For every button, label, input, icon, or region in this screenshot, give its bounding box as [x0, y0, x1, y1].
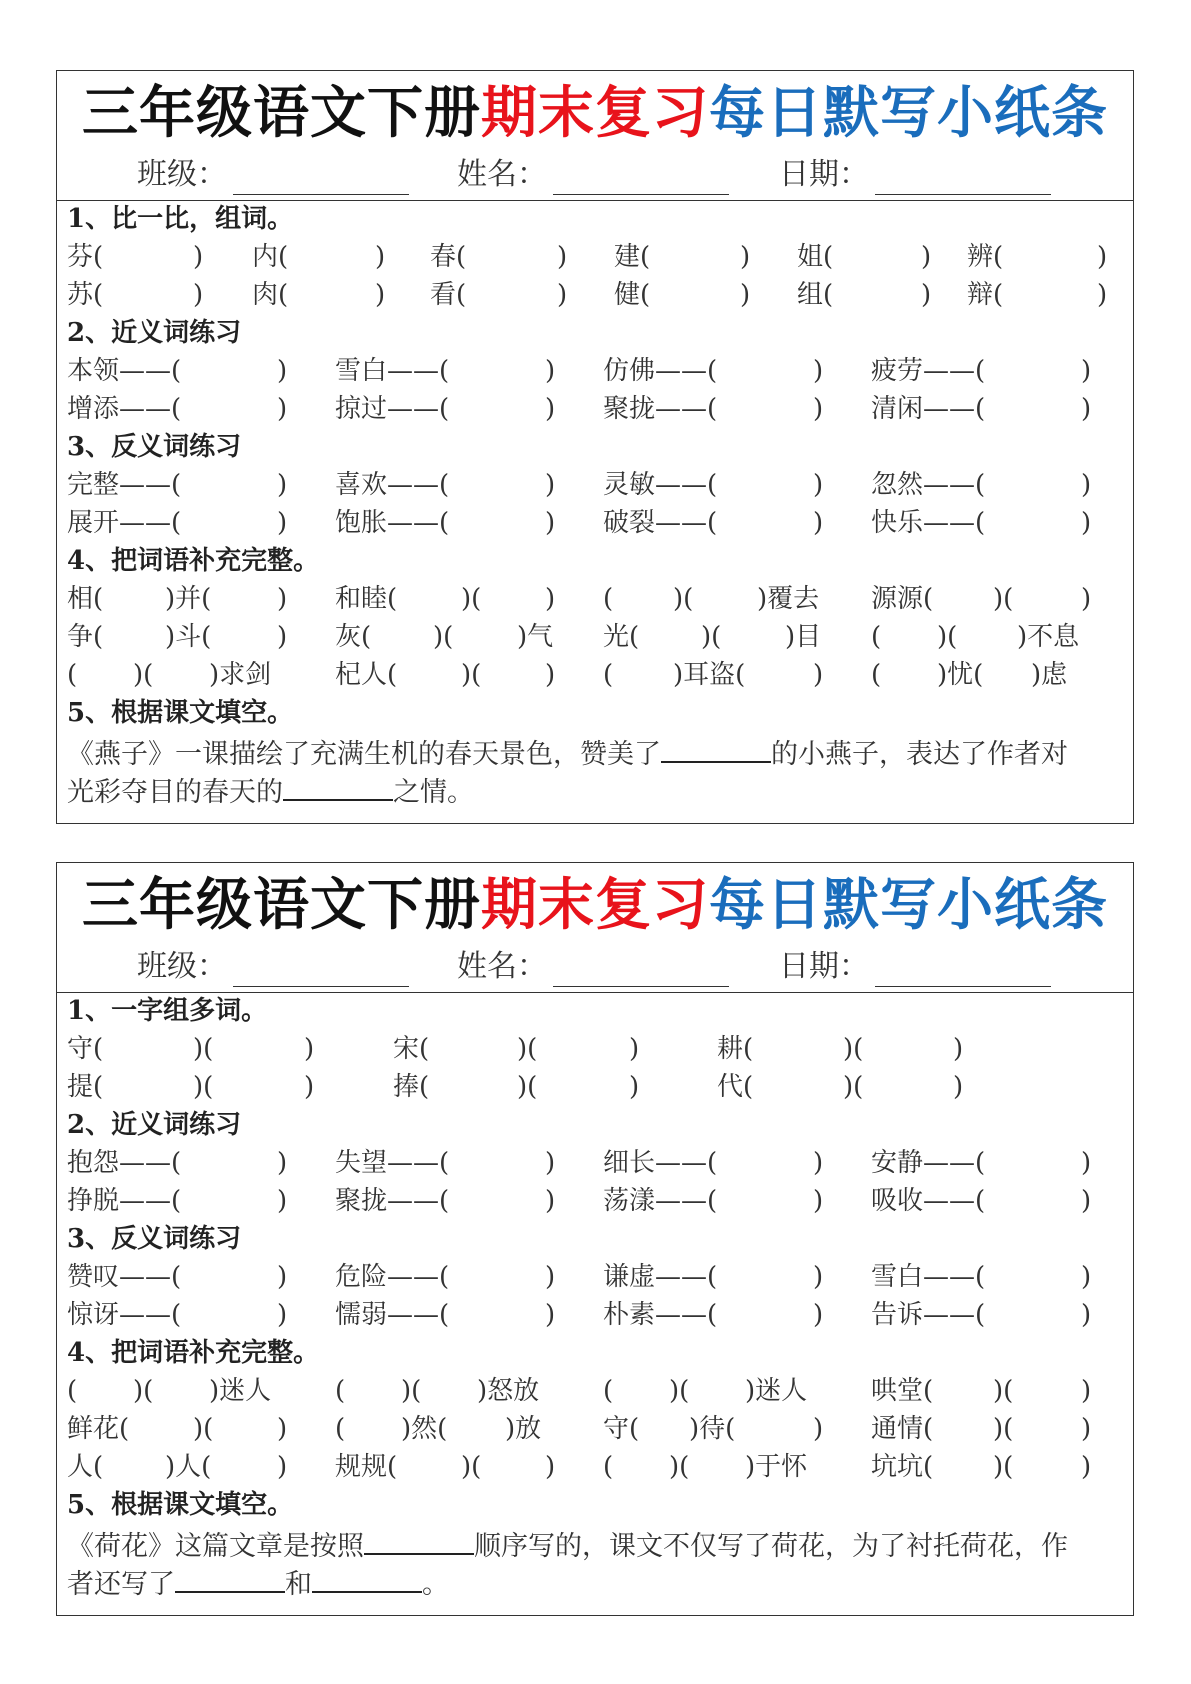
exercise-item: )耳盗(	[673, 660, 746, 690]
title-part-black: 三年级语文下册	[82, 873, 481, 938]
exercise-item: )	[277, 622, 288, 652]
exercise-item: 源源(	[871, 584, 934, 614]
exercise-item: )	[545, 660, 556, 690]
exercise-item: (	[603, 660, 614, 690]
section-heading: 2、近义词练习	[67, 318, 242, 348]
exercise-item: )	[813, 508, 824, 538]
exercise-item: (	[67, 660, 78, 690]
exercise-item: 坑坑(	[871, 1452, 934, 1482]
exercise-item: )	[921, 280, 932, 310]
exercise-item: 通情(	[871, 1414, 934, 1444]
exercise-item: (	[67, 1376, 78, 1406]
exercise-item: )(	[517, 1034, 538, 1064]
exercise-item: 告诉——(	[871, 1300, 986, 1330]
exercise-item: 芬(	[67, 242, 104, 272]
exercise-item: )忧(	[937, 660, 984, 690]
exercise-item: )	[545, 356, 556, 386]
section-heading: 4、把词语补充完整。	[67, 1338, 320, 1368]
exercise-item: 提(	[67, 1072, 104, 1102]
exercise-item: 肉(	[252, 280, 289, 310]
exercise-item: )并(	[165, 584, 212, 614]
exercise-item: )	[545, 1262, 556, 1292]
exercise-item: 健(	[614, 280, 651, 310]
name-field[interactable]	[457, 155, 729, 195]
exercise-item: )	[1081, 1376, 1092, 1406]
exercise-item: )	[1097, 280, 1108, 310]
exercise-item: )待(	[689, 1414, 736, 1444]
exercise-item: )	[1081, 1300, 1092, 1330]
exercise-item: )(	[461, 660, 482, 690]
exercise-item: 人(	[67, 1452, 104, 1482]
exercise-item: 危险——(	[335, 1262, 450, 1292]
exercise-item: )目	[785, 622, 822, 652]
exercise-item: (	[603, 1376, 614, 1406]
exercise-item: 光(	[603, 622, 640, 652]
exercise-item: 雪白——(	[335, 356, 450, 386]
class-label: 班级：	[137, 949, 227, 984]
exercise-item: )(	[193, 1414, 214, 1444]
exercise-item: 聚拢——(	[603, 394, 718, 424]
section-heading: 1、一字组多词。	[67, 996, 268, 1026]
name-field[interactable]	[457, 947, 729, 987]
exercise-item: )	[304, 1072, 315, 1102]
exercise-item: )	[1097, 242, 1108, 272]
answer-blank[interactable]	[312, 1563, 422, 1593]
exercise-item: )求剑	[209, 660, 272, 690]
date-blank[interactable]	[875, 164, 1051, 195]
section-heading: 5、根据课文填空。	[67, 698, 294, 728]
card-header	[57, 71, 1133, 201]
section-heading: 5、根据课文填空。	[67, 1490, 294, 1520]
exercise-item: 杞人(	[335, 660, 398, 690]
exercise-item: 宋(	[393, 1034, 430, 1064]
title-part-red: 期末复习	[481, 81, 709, 146]
exercise-item: 代(	[717, 1072, 754, 1102]
exercise-item: 忽然——(	[871, 470, 986, 500]
exercise-item: 姐(	[797, 242, 834, 272]
exercise-item: 疲劳——(	[871, 356, 986, 386]
exercise-item: )	[1081, 470, 1092, 500]
exercise-item: )(	[993, 1376, 1014, 1406]
exercise-item: 挣脱——(	[67, 1186, 182, 1216]
exercise-item: )	[545, 394, 556, 424]
exercise-item: 安静——(	[871, 1148, 986, 1178]
paragraph-text: 《燕子》一课描绘了充满生机的春天景色，赞美了	[67, 739, 661, 770]
exercise-item: )	[629, 1034, 640, 1064]
exercise-item: 荡漾——(	[603, 1186, 718, 1216]
exercise-item: )(	[133, 660, 154, 690]
exercise-item: )	[375, 280, 386, 310]
exercise-item: )	[953, 1072, 964, 1102]
exercise-item: )	[545, 1300, 556, 1330]
exercise-item: 捧(	[393, 1072, 430, 1102]
title-part-blue: 每日默写小纸条	[709, 873, 1108, 938]
card-header	[57, 863, 1133, 993]
exercise-item: )	[277, 508, 288, 538]
exercise-item: )	[193, 280, 204, 310]
exercise-item: 完整——(	[67, 470, 182, 500]
exercise-item: )	[1081, 1186, 1092, 1216]
class-blank[interactable]	[233, 956, 409, 987]
exercise-item: )	[545, 584, 556, 614]
paragraph-text: 《荷花》这篇文章是按照	[67, 1531, 364, 1562]
exercise-item: )	[1081, 1414, 1092, 1444]
exercise-item: )(	[133, 1376, 154, 1406]
exercise-item: )	[813, 470, 824, 500]
exercise-item: 朴素——(	[603, 1300, 718, 1330]
exercise-item: 守(	[67, 1034, 104, 1064]
exercise-item: )迷人	[745, 1376, 808, 1406]
exercise-item: )人(	[165, 1452, 212, 1482]
exercise-item: )(	[433, 622, 454, 652]
exercise-item: 聚拢——(	[335, 1186, 450, 1216]
date-blank[interactable]	[875, 956, 1051, 987]
exercise-item: )	[1081, 508, 1092, 538]
exercise-item: 雪白——(	[871, 1262, 986, 1292]
exercise-item: )	[557, 280, 568, 310]
section-heading: 2、近义词练习	[67, 1110, 242, 1140]
section-heading: 1、比一比，组词。	[67, 204, 294, 234]
card-title	[57, 81, 1133, 147]
exercise-item: )	[277, 394, 288, 424]
exercise-item: )	[629, 1072, 640, 1102]
section-heading: 3、反义词练习	[67, 432, 242, 462]
exercise-item: )(	[993, 1452, 1014, 1482]
exercise-item: )(	[669, 1376, 690, 1406]
exercise-item: 建(	[614, 242, 651, 272]
exercise-item: )	[545, 1186, 556, 1216]
exercise-item: )斗(	[165, 622, 212, 652]
class-field[interactable]	[137, 947, 409, 987]
exercise-item: )	[1081, 1148, 1092, 1178]
exercise-item: )迷人	[209, 1376, 272, 1406]
fill-in-paragraph-line-2	[67, 771, 1122, 812]
student-info-row	[57, 947, 1133, 987]
exercise-item: 增添——(	[67, 394, 182, 424]
exercise-item: )	[813, 1262, 824, 1292]
exercise-item: (	[871, 622, 882, 652]
exercise-item: )(	[461, 584, 482, 614]
date-field[interactable]	[779, 155, 1051, 195]
exercise-item: 惊讶——(	[67, 1300, 182, 1330]
exercise-item: 规规(	[335, 1452, 398, 1482]
dictation-card-1	[56, 70, 1134, 824]
exercise-item: 谦虚——(	[603, 1262, 718, 1292]
exercise-item: )	[557, 242, 568, 272]
exercise-item: )	[193, 242, 204, 272]
exercise-item: (	[603, 1452, 614, 1482]
exercise-item: )	[740, 280, 751, 310]
exercise-item: )(	[937, 622, 958, 652]
fill-in-paragraph-line-2	[67, 1563, 1122, 1604]
answer-blank[interactable]	[175, 1563, 285, 1593]
name-label: 姓名：	[457, 157, 547, 192]
exercise-item: )	[304, 1034, 315, 1064]
exercise-item: )不息	[1017, 622, 1080, 652]
title-part-black: 三年级语文下册	[82, 81, 481, 146]
student-info-row	[57, 155, 1133, 195]
exercise-item: )覆去	[757, 584, 820, 614]
fill-in-paragraph-line-1	[67, 733, 1122, 774]
exercise-item: 组(	[797, 280, 834, 310]
exercise-item: )	[813, 356, 824, 386]
dictation-card-2	[56, 862, 1134, 1616]
exercise-item: 清闲——(	[871, 394, 986, 424]
exercise-item: 看(	[430, 280, 467, 310]
exercise-item: 春(	[430, 242, 467, 272]
exercise-item: 饱胀——(	[335, 508, 450, 538]
class-field[interactable]	[137, 155, 409, 195]
exercise-item: )	[375, 242, 386, 272]
exercise-item: )(	[701, 622, 722, 652]
exercise-item: 破裂——(	[603, 508, 718, 538]
date-label: 日期：	[779, 949, 869, 984]
fill-in-paragraph-line-1	[67, 1525, 1122, 1566]
exercise-item: )	[277, 1262, 288, 1292]
exercise-item: 快乐——(	[871, 508, 986, 538]
exercise-item: )	[1081, 584, 1092, 614]
exercise-item: )	[277, 1414, 288, 1444]
exercise-item: 哄堂(	[871, 1376, 934, 1406]
date-label: 日期：	[779, 157, 869, 192]
exercise-item: )(	[843, 1072, 864, 1102]
exercise-item: )(	[993, 584, 1014, 614]
exercise-item: )	[1081, 394, 1092, 424]
exercise-item: 灰(	[335, 622, 372, 652]
exercise-item: )	[813, 1186, 824, 1216]
title-part-blue: 每日默写小纸条	[709, 81, 1108, 146]
answer-blank[interactable]	[364, 1525, 474, 1555]
exercise-item: 仿佛——(	[603, 356, 718, 386]
exercise-item: (	[335, 1376, 346, 1406]
exercise-item: )(	[193, 1072, 214, 1102]
exercise-item: )(	[517, 1072, 538, 1102]
section-heading: 4、把词语补充完整。	[67, 546, 320, 576]
exercise-item: )(	[843, 1034, 864, 1064]
exercise-item: )	[1081, 1262, 1092, 1292]
class-blank[interactable]	[233, 164, 409, 195]
exercise-item: )	[1081, 356, 1092, 386]
class-label: 班级：	[137, 157, 227, 192]
exercise-item: )怒放	[477, 1376, 540, 1406]
exercise-item: 相(	[67, 584, 104, 614]
exercise-item: )	[813, 1300, 824, 1330]
exercise-item: 掠过——(	[335, 394, 450, 424]
exercise-item: )(	[193, 1034, 214, 1064]
exercise-item: )	[277, 584, 288, 614]
exercise-item: 抱怨——(	[67, 1148, 182, 1178]
exercise-item: 吸收——(	[871, 1186, 986, 1216]
exercise-item: 辩(	[967, 280, 1004, 310]
exercise-item: )(	[461, 1452, 482, 1482]
exercise-item: 辨(	[967, 242, 1004, 272]
exercise-item: )气	[517, 622, 554, 652]
exercise-item: 灵敏——(	[603, 470, 718, 500]
exercise-item: 展开——(	[67, 508, 182, 538]
answer-blank[interactable]	[283, 771, 393, 801]
exercise-item: )	[545, 1148, 556, 1178]
paragraph-text: 光彩夺目的春天的	[67, 777, 283, 808]
paragraph-text: 之情。	[393, 777, 474, 808]
exercise-item: )	[277, 470, 288, 500]
exercise-item: 守(	[603, 1414, 640, 1444]
exercise-item: )	[813, 1414, 824, 1444]
name-blank[interactable]	[553, 164, 729, 195]
exercise-item: )虑	[1031, 660, 1068, 690]
exercise-item: 内(	[252, 242, 289, 272]
answer-blank[interactable]	[661, 733, 771, 763]
title-part-red: 期末复习	[481, 873, 709, 938]
exercise-item: )	[921, 242, 932, 272]
exercise-item: (	[871, 660, 882, 690]
exercise-item: )	[1081, 1452, 1092, 1482]
date-field[interactable]	[779, 947, 1051, 987]
exercise-item: )	[277, 1186, 288, 1216]
paragraph-text: 顺序写的，课文不仅写了荷花，为了衬托荷花，作	[474, 1531, 1068, 1562]
exercise-item: )	[813, 394, 824, 424]
exercise-item: )放	[505, 1414, 542, 1444]
exercise-item: )	[813, 660, 824, 690]
exercise-item: 鲜花(	[67, 1414, 130, 1444]
name-label: 姓名：	[457, 949, 547, 984]
paragraph-text: 和	[285, 1569, 312, 1600]
exercise-item: )然(	[401, 1414, 448, 1444]
exercise-item: 细长——(	[603, 1148, 718, 1178]
paragraph-text: 者还写了	[67, 1569, 175, 1600]
exercise-item: 争(	[67, 622, 104, 652]
exercise-item: 耕(	[717, 1034, 754, 1064]
exercise-item: )	[277, 356, 288, 386]
exercise-item: )	[740, 242, 751, 272]
exercise-item: )	[545, 1452, 556, 1482]
exercise-item: )于怀	[745, 1452, 808, 1482]
exercise-item: )	[545, 470, 556, 500]
exercise-item: 赞叹——(	[67, 1262, 182, 1292]
exercise-item: 失望——(	[335, 1148, 450, 1178]
paragraph-text: 。	[422, 1569, 449, 1600]
exercise-item: 本领——(	[67, 356, 182, 386]
exercise-item: )(	[993, 1414, 1014, 1444]
exercise-item: 喜欢——(	[335, 470, 450, 500]
exercise-item: 苏(	[67, 280, 104, 310]
exercise-item: (	[335, 1414, 346, 1444]
exercise-item: )(	[673, 584, 694, 614]
card-title	[57, 873, 1133, 939]
exercise-item: )	[545, 508, 556, 538]
exercise-item: )	[277, 1148, 288, 1178]
name-blank[interactable]	[553, 956, 729, 987]
exercise-item: 和睦(	[335, 584, 398, 614]
exercise-item: 懦弱——(	[335, 1300, 450, 1330]
exercise-item: (	[603, 584, 614, 614]
paragraph-text: 的小燕子，表达了作者对	[771, 739, 1068, 770]
exercise-item: )	[277, 1452, 288, 1482]
exercise-item: )(	[401, 1376, 422, 1406]
exercise-item: )	[953, 1034, 964, 1064]
exercise-item: )	[813, 1148, 824, 1178]
section-heading: 3、反义词练习	[67, 1224, 242, 1254]
exercise-item: )	[277, 1300, 288, 1330]
exercise-item: )(	[669, 1452, 690, 1482]
